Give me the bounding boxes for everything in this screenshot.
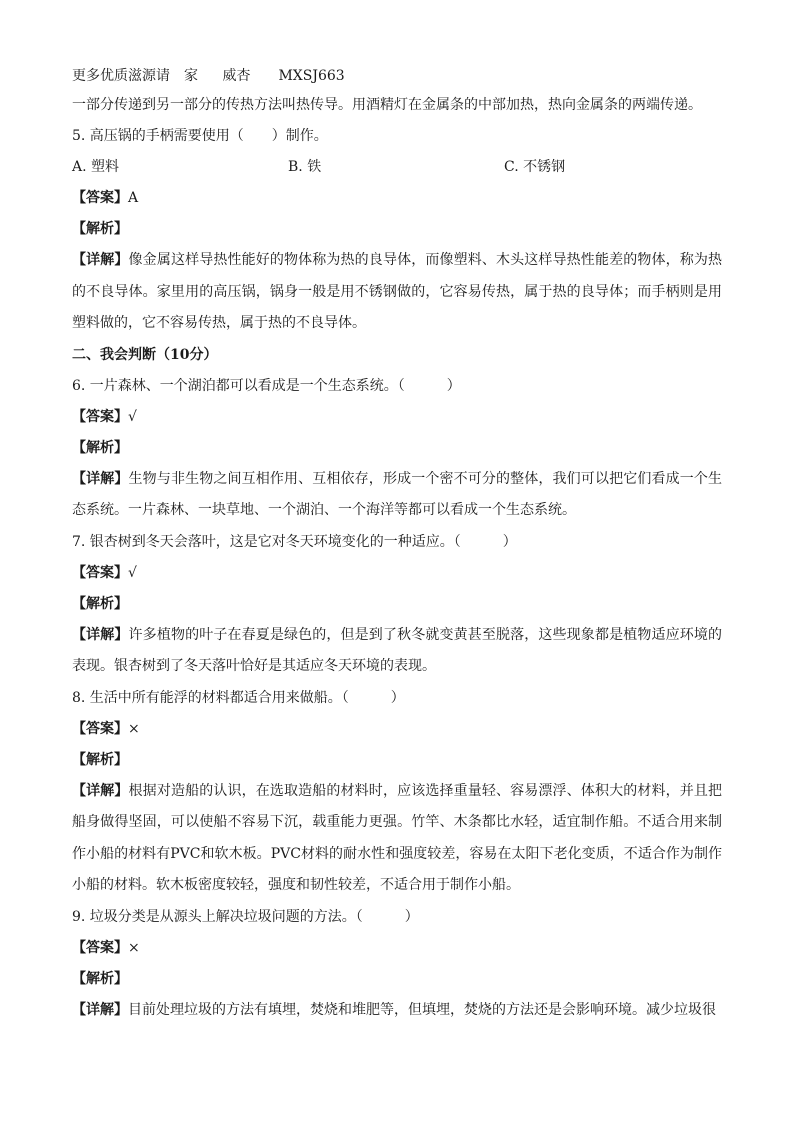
answer-7	[72, 558, 722, 589]
answer-tag: 【答案】	[72, 190, 128, 206]
analysis-tag: 【解析】	[72, 439, 128, 456]
document-page	[72, 62, 722, 1026]
detail-tag: 【详解】	[72, 782, 129, 799]
answer-value: A	[128, 190, 139, 206]
option-c: C. 不锈钢	[504, 159, 566, 175]
answer-6	[72, 402, 722, 433]
detail-9	[72, 995, 722, 1027]
answer-5	[72, 183, 722, 214]
analysis-8	[72, 745, 722, 776]
analysis-tag: 【解析】	[72, 751, 128, 768]
question-5-options	[72, 152, 722, 183]
detail-8	[72, 776, 722, 902]
question-8: 8. 生活中所有能浮的材料都适合用来做船。（ ）	[72, 689, 405, 706]
intro-text: 一部分传递到另一部分的传热方法叫热传导。用酒精灯在金属条的中部加热，热向金属条的两端传递。	[72, 97, 702, 113]
answer-value: √	[128, 408, 137, 425]
detail-text: 目前处理垃圾的方法有填埋，焚烧和堆肥等，但填埋，焚烧的方法还是会影响环境。减少垃圾很	[128, 1001, 716, 1018]
detail-text: 许多植物的叶子在春夏是绿色的，但是到了秋冬就变黄甚至脱落，这些现象都是植物适应环境的表现。银杏树到了冬天落叶恰好是其适应冬天环境的表现。	[72, 626, 723, 674]
answer-tag: 【答案】	[72, 720, 128, 737]
answer-tag: 【答案】	[72, 564, 128, 581]
option-a: A. 塑料	[72, 159, 120, 175]
answer-tag: 【答案】	[72, 408, 128, 425]
analysis-tag: 【解析】	[72, 595, 128, 612]
detail-text: 生物与非生物之间互相作用、互相依存，形成一个密不可分的整体，我们可以把它们看成一个生态系统。一片森林、一块草地、一个湖泊、一个海洋等都可以看成一个生态系统。	[72, 470, 723, 518]
detail-tag: 【详解】	[72, 1001, 128, 1018]
analysis-5	[72, 214, 722, 245]
detail-tag: 【详解】	[72, 252, 129, 268]
answer-value: √	[128, 564, 137, 581]
detail-text: 像金属这样导热性能好的物体称为热的良导体，而像塑料、木头这样导热性能差的物体，称为热的不良导体。家里用的高压锅，锅身一般是用不锈钢做的，它容易传热，属于热的良导体；而手柄则是用塑料做的，它不容易传热，属于热的不良导体。	[72, 252, 723, 331]
analysis-9	[72, 964, 722, 995]
analysis-tag: 【解析】	[72, 221, 128, 237]
analysis-tag: 【解析】	[72, 970, 128, 987]
answer-value: ×	[128, 720, 140, 737]
answer-value: ×	[128, 939, 140, 956]
question-9: 9. 垃圾分类是从源头上解决垃圾问题的方法。（ ）	[72, 908, 419, 925]
answer-9	[72, 933, 722, 964]
answer-8	[72, 714, 722, 745]
answer-tag: 【答案】	[72, 939, 128, 956]
analysis-7	[72, 589, 722, 620]
page-header: 更多优质滋源请 家 威杏 MXSJ663	[72, 68, 345, 84]
detail-7	[72, 620, 722, 683]
detail-text: 根据对造船的认识，在选取造船的材料时，应该选择重量轻、容易漂浮、体积大的材料，并且把船身做得坚固，可以使船不容易下沉，载重能力更强。竹竿、木条都比水轻，适宜制作船。不适合用来制作小船的材料有PVC和软木板。PVC材料的耐水性和强度较差，容易在太阳下老化变质，不适合作为制作小船的材料。软木板密度较轻，强度和韧性较差，不适合用于制作小船。	[72, 782, 723, 893]
detail-6	[72, 464, 722, 527]
question-5: 5. 高压锅的手柄需要使用（ ）制作。	[72, 128, 328, 144]
section-heading: 二、我会判断（10分）	[72, 346, 218, 363]
question-7: 7. 银杏树到冬天会落叶，这是它对冬天环境变化的一种适应。（ ）	[72, 533, 517, 550]
analysis-6	[72, 433, 722, 464]
option-b: B. 铁	[288, 159, 322, 175]
question-6: 6. 一片森林、一个湖泊都可以看成是一个生态系统。（ ）	[72, 377, 461, 394]
detail-tag: 【详解】	[72, 470, 129, 487]
detail-tag: 【详解】	[72, 626, 129, 643]
detail-5	[72, 245, 722, 340]
